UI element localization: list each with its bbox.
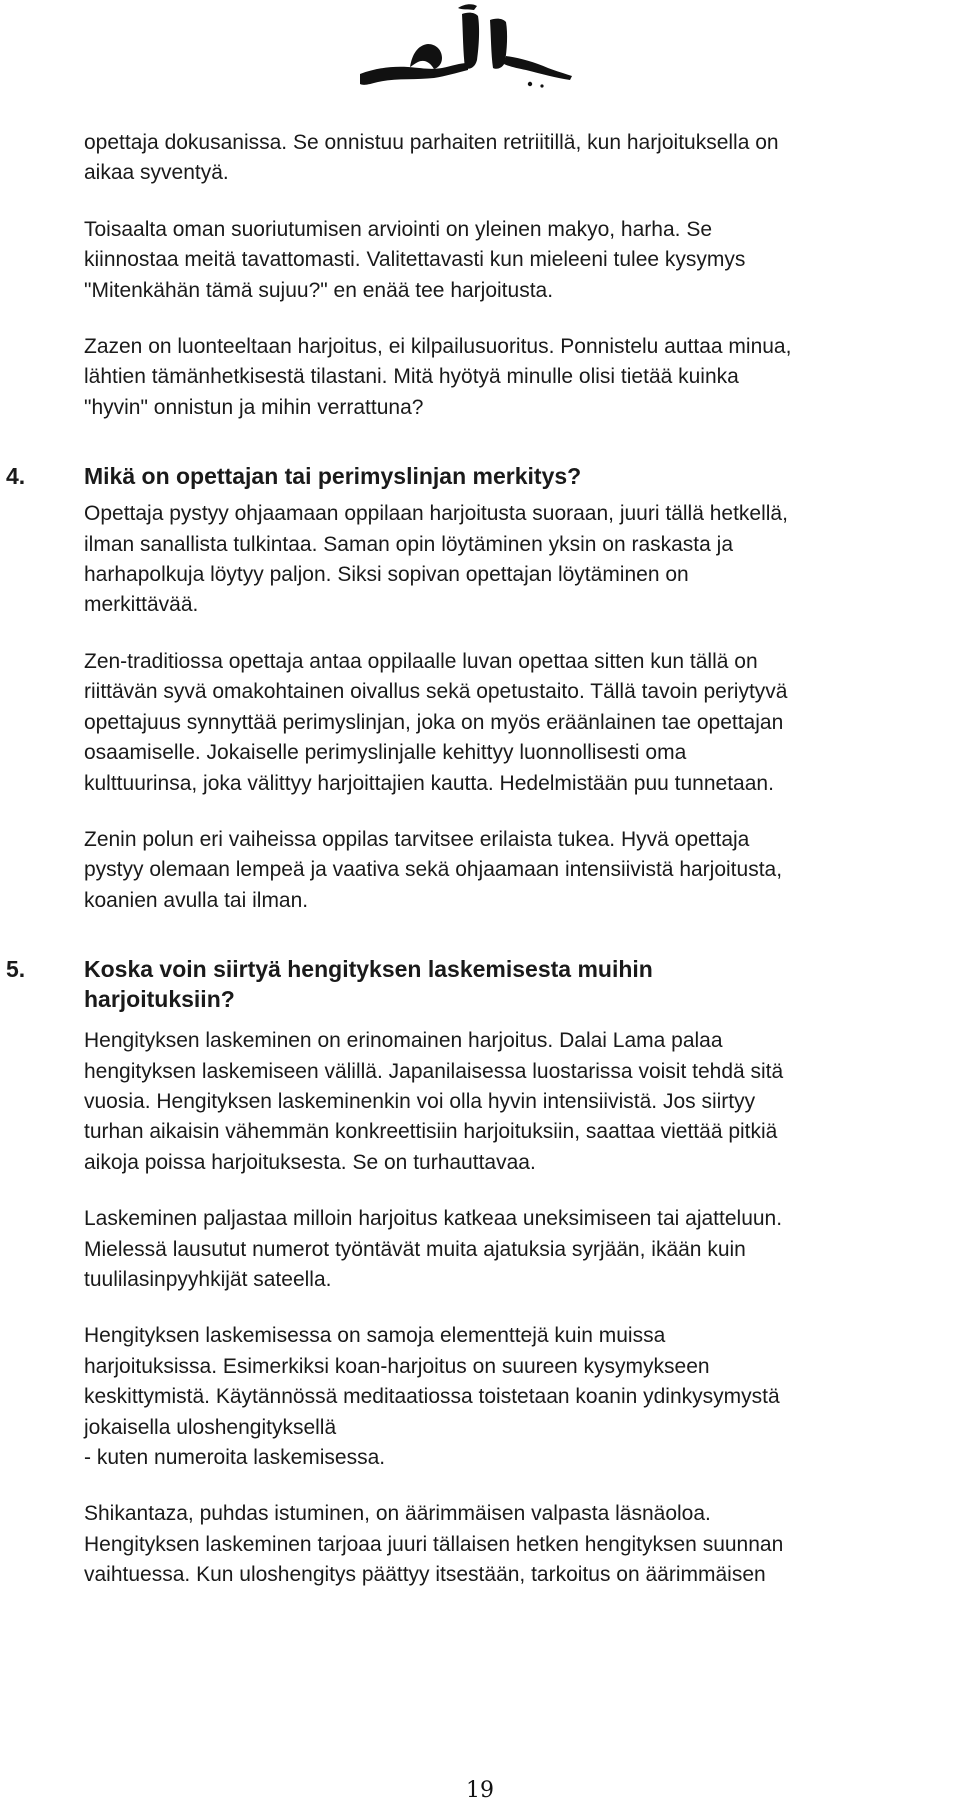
page-number: 19: [466, 1778, 494, 1803]
section-5-heading: [6, 954, 960, 1014]
paragraph: Zazen on luonteeltaan harjoitus, ei kilpailusuoritus. Ponnistelu auttaa minua, lähtien tämänhetkisestä tilastani. Mitä hyötyä minulle olisi tietää kuinka "hyvin" onnistun ja mihin verrattuna?: [84, 335, 792, 419]
paragraph: opettaja dokusanissa. Se onnistuu parhaiten retriitillä, kun harjoituksella on aikaa syventyä.: [84, 131, 779, 185]
section-title: Koska voin siirtyä hengityksen laskemisesta muihin harjoituksiin?: [84, 956, 653, 1013]
section-number: 4.: [6, 463, 26, 490]
paragraph: Zen-traditiossa opettaja antaa oppilaalle luvan opettaa sitten kun tällä on riittävän syvä omakohtainen oivallus sekä opetustaito. Tällä tavoin periytyvä opettajuus synnyttää perimyslinjan, joka on myös eräänlainen tae opettajan osaamiselle. Jokaiselle perimyslinjalle kehittyy luonnollisesti oma kulttuurinsa, joka välittyy harjoittajien kautta. Hedelmistään puu tunnetaan.: [84, 649, 788, 795]
paragraph: Hengityksen laskemisessa on samoja elementtejä kuin muissa harjoituksissa. Esimerkiksi koan-harjoitus on suureen kysymykseen keskittymistä. Käytännössä meditaatiossa toistetaan koanin ydinkysymystä jokaisella uloshengityksellä - kuten numeroita laskemisessa.: [84, 1324, 780, 1469]
paragraph: Toisaalta oman suoriutumisen arviointi on yleinen makyo, harha. Se kiinnostaa meitä tavattomasti. Valitettavasti kun mieleeni tulee kysymys "Mitenkähän tämä sujuu?" en enää tee harjoitusta.: [84, 217, 746, 302]
paragraph: Shikantaza, puhdas istuminen, on äärimmäisen valpasta läsnäoloa. Hengityksen laskeminen tarjoaa juuri tällaisen hetken hengityksen suunnan vaihtuessa. Kun uloshengitys päättyy itsestään, tarkoitus on äärimmäisen: [84, 1502, 784, 1587]
paragraph: Laskeminen paljastaa milloin harjoitus katkeaa uneksimiseen tai ajatteluun. Mielessä lausutut numerot työntävät muita ajatuksia syrjään, ikään kuin tuulilasinpyyhkijät sateella.: [84, 1207, 783, 1291]
section-title: Mikä on opettajan tai perimyslinjan merkitys?: [84, 463, 582, 490]
section-number: 5.: [6, 956, 26, 983]
paragraph: Opettaja pystyy ohjaamaan oppilaan harjoitusta suoraan, juuri tällä hetkellä, ilman sanallista tulkintaa. Saman opin löytäminen yksin on raskasta ja harhapolkuja löytyy paljon. Siksi sopivan opettajan löytäminen on merkittävää.: [84, 502, 788, 617]
section-4-heading: [6, 461, 960, 491]
document-body: [6, 128, 960, 1591]
calligraphy-logo-icon: [356, 0, 576, 95]
paragraph: Hengityksen laskeminen on erinomainen harjoitus. Dalai Lama palaa hengityksen laskemiseen välillä. Japanilaisessa luostarissa voisit tehdä sitä vuosia. Hengityksen laskeminenkin voi olla hyvin intensiivistä. Jos siirtyy turhan aikaisin vähemmän konkreettisiin harjoituksiin, saattaa viettää pitkiä aikoja poissa harjoituksesta. Se on turhauttavaa.: [84, 1029, 784, 1174]
paragraph: Zenin polun eri vaiheissa oppilas tarvitsee erilaista tukea. Hyvä opettaja pystyy olemaan lempeä ja vaativa sekä ohjaamaan intensiivistä harjoitusta, koanien avulla tai ilman.: [84, 827, 783, 912]
